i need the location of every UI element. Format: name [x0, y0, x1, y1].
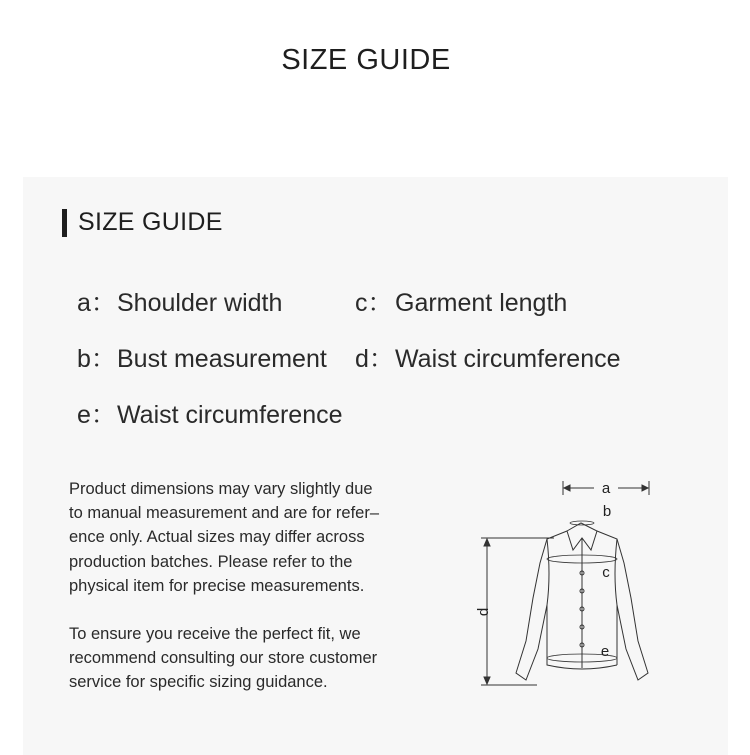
diagram-label-e: e [600, 643, 610, 660]
note-line: Product dimensions may vary slightly due [69, 480, 373, 498]
note-line: production batches. Please refer to the [69, 552, 353, 571]
section-title: SIZE GUIDE [78, 208, 223, 236]
page-title: SIZE GUIDE [281, 44, 451, 76]
size-guide-panel [23, 177, 728, 755]
shirt-measurement-diagram [451, 473, 691, 695]
legend-label: Garment length [395, 289, 568, 317]
legend-key: e： [77, 401, 116, 429]
legend-key: a： [77, 289, 116, 317]
heading-accent-bar [62, 209, 67, 237]
diagram-label-a: a [601, 480, 611, 497]
legend-label: Shoulder width [117, 289, 283, 317]
legend-item-c [355, 283, 567, 319]
legend-item-d [355, 339, 621, 375]
diagram-label-c: c [602, 564, 610, 581]
legend-label: Waist circumference [117, 401, 343, 429]
diagram-label-d: d [475, 607, 492, 617]
section-heading [62, 208, 223, 237]
legend-item-e [77, 395, 343, 431]
note-line: service for specific sizing guidance. [69, 673, 328, 692]
legend-key: d： [355, 345, 394, 373]
diagram-label-b: b [602, 503, 612, 520]
legend-label: Waist circumference [395, 345, 621, 373]
legend-key: c： [355, 289, 393, 317]
note-line: ence only. Actual sizes may differ across [69, 528, 365, 547]
disclaimer-note [69, 477, 439, 598]
legend-item-a [77, 283, 282, 319]
legend-label: Bust measurement [117, 345, 327, 373]
fit-advice-note [69, 622, 439, 695]
note-line: physical item for precise measurements. [69, 576, 365, 595]
note-line: To ensure you receive the perfect fit, we [69, 625, 361, 643]
legend-key: b： [77, 345, 116, 373]
note-line: to manual measurement and are for refer– [69, 504, 379, 523]
note-line: recommend consulting our store customer [69, 649, 378, 668]
legend-item-b [77, 339, 327, 375]
